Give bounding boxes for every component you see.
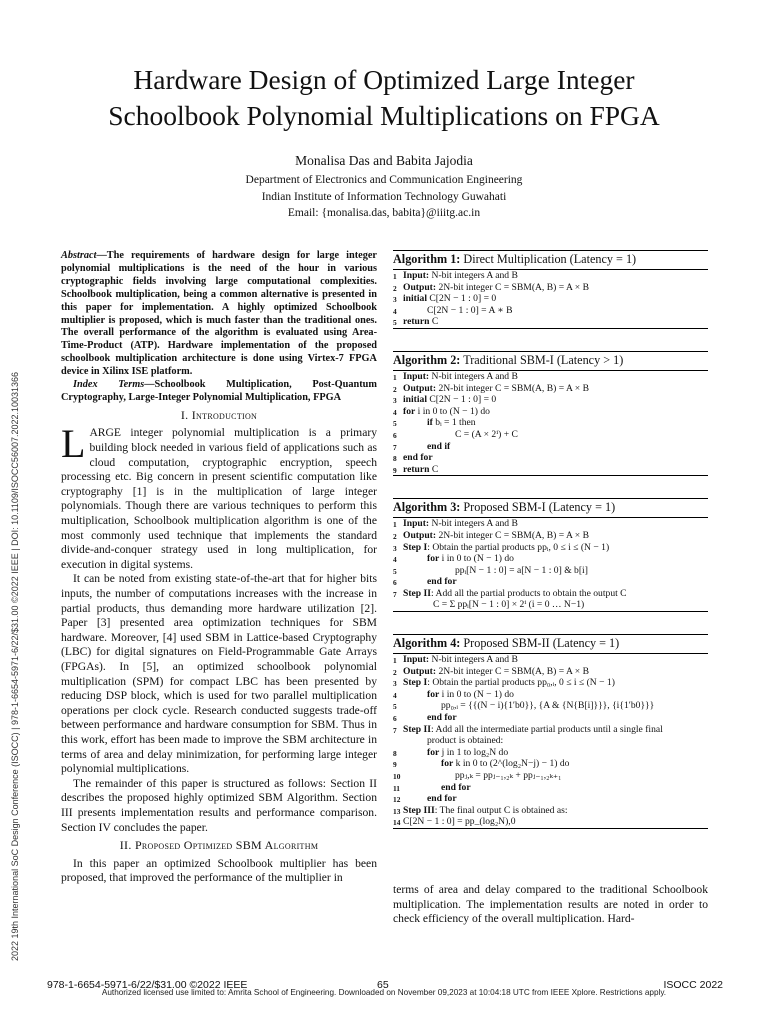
algorithm-statement: 2N-bit integer C = SBM(A, B) = A × B bbox=[436, 382, 590, 394]
algorithm-line bbox=[393, 542, 708, 554]
line-number: 8 bbox=[393, 748, 397, 758]
algorithm-line bbox=[393, 316, 708, 328]
algorithm-keyword: for bbox=[441, 758, 454, 770]
line-number: 10 bbox=[393, 772, 401, 781]
algorithm-line bbox=[393, 383, 708, 395]
algorithm-statement: 2N-bit integer C = SBM(A, B) = A × B bbox=[436, 529, 590, 541]
algorithm-line bbox=[393, 518, 708, 530]
algorithm-statement: C[2N − 1 : 0] = 0 bbox=[427, 394, 497, 406]
algorithm-line bbox=[393, 565, 708, 577]
algorithm-line bbox=[393, 588, 708, 600]
line-number: 5 bbox=[393, 566, 397, 576]
algorithm-number: Algorithm 1: bbox=[393, 252, 461, 266]
algorithm-keyword: for bbox=[427, 746, 440, 758]
algorithm-statement: N-bit integers A and B bbox=[429, 518, 518, 530]
affiliation-institute: Indian Institute of Information Technology Guwahati bbox=[261, 190, 507, 203]
algorithm-line bbox=[393, 576, 708, 588]
algorithm-keyword: Step I bbox=[403, 541, 428, 553]
algorithm-keyword: Step II bbox=[403, 723, 431, 735]
line-number: 2 bbox=[393, 531, 397, 541]
line-number: 6 bbox=[393, 578, 397, 588]
section-1-heading: I. Introduction bbox=[180, 407, 258, 422]
algorithm-statement: : Add all the intermediate partial products until a single final bbox=[431, 723, 663, 735]
algorithm-keyword: end for bbox=[441, 781, 471, 793]
algorithm-line bbox=[393, 270, 708, 282]
footer-isbn: 978-1-6654-5971-6/22/$31.00 ©2022 IEEE bbox=[47, 979, 248, 991]
algorithm-statement: C[2N − 1 : 0] = 0 bbox=[427, 293, 497, 305]
algorithm-4-header bbox=[393, 635, 708, 654]
algorithm-statement: : The final output C is obtained as: bbox=[434, 804, 568, 816]
algorithm-statement: C bbox=[429, 316, 439, 328]
algorithms-column bbox=[393, 250, 708, 851]
line-number: 4 bbox=[393, 690, 397, 700]
algorithm-statement: pp₀,ᵢ = {{(N − i){1′b0}}, {A & {N{B[i]}}}, {i{1′b0}}} bbox=[441, 700, 655, 712]
algorithm-keyword: for bbox=[427, 688, 440, 700]
algorithm-statement: C bbox=[429, 463, 439, 475]
algorithm-line bbox=[393, 816, 708, 828]
algorithm-keyword: return bbox=[403, 463, 430, 475]
algorithm-3-header bbox=[393, 499, 708, 518]
line-number: 1 bbox=[393, 272, 397, 281]
algorithm-title: Proposed SBM-II (Latency = 1) bbox=[463, 636, 620, 651]
line-number: 12 bbox=[393, 795, 401, 805]
algorithm-keyword: Input: bbox=[403, 370, 430, 382]
algorithm-statement: N-bit integers A and B bbox=[429, 654, 518, 666]
line-number: 2 bbox=[393, 283, 397, 293]
algorithm-statement: ppⱼ,ₖ = ppⱼ₋₁,₂ₖ + ppⱼ₋₁,₂ₖ₊₁ bbox=[455, 770, 562, 781]
algorithm-line bbox=[393, 747, 708, 759]
algorithm-keyword: Output: bbox=[403, 281, 437, 293]
intro-paragraph-1-text: ARGE integer polynomial multiplication is a primary building block needed in various field of applications such as cloud computation, cryptographic encryption, speech processing etc. Big concern in present scientific computation like cryptography [1] is in the multiplication of large integer polynomials. Though there are various techniques to perform this multiplication, Schoolbook multiplication algorithm is one of the most commonly used technique that implements the standard divide-and-conquer strategy used in long multiplication, for execution in digital systems. bbox=[61, 426, 377, 571]
algorithm-line bbox=[393, 758, 708, 770]
algorithm-title: Traditional SBM-I (Latency > 1) bbox=[463, 352, 624, 367]
title-line-1: Hardware Design of Optimized Large Integer bbox=[133, 64, 635, 95]
abstract-label: Abstract bbox=[61, 250, 97, 261]
line-number: 5 bbox=[393, 419, 397, 429]
algorithm-keyword: Output: bbox=[403, 382, 437, 394]
line-number: 2 bbox=[393, 384, 397, 394]
affiliation-dept: Department of Electronics and Communication Engineering bbox=[245, 174, 523, 186]
algorithm-keyword: Input: bbox=[403, 270, 430, 281]
authors: Monalisa Das and Babita Jajodia bbox=[295, 153, 473, 168]
algorithm-number: Algorithm 2: bbox=[393, 352, 461, 367]
algorithm-keyword: Step II bbox=[403, 587, 431, 599]
line-number: 3 bbox=[393, 396, 397, 406]
line-number: 1 bbox=[393, 372, 397, 382]
algorithm-statement: product is obtained: bbox=[427, 735, 504, 747]
algorithm-statement: bᵢ = 1 then bbox=[432, 417, 476, 429]
algorithm-keyword: Input: bbox=[403, 654, 430, 666]
algorithm-1-header bbox=[393, 251, 708, 270]
algorithm-statement: C[2N − 1 : 0] = A ∗ B bbox=[427, 304, 513, 316]
algorithm-statement: ppᵢ[N − 1 : 0] = a[N − 1 : 0] & b[i] bbox=[455, 564, 588, 576]
algorithm-statement: : Obtain the partial products ppᵢ, 0 ≤ i ≤ (N − 1) bbox=[427, 541, 610, 553]
algorithm-statement: k in 0 to (2^(log₂N−j) − 1) do bbox=[453, 758, 570, 770]
line-number: 3 bbox=[393, 543, 397, 553]
line-number: 2 bbox=[393, 667, 397, 677]
line-number: 9 bbox=[393, 760, 397, 770]
algorithm-line bbox=[393, 654, 708, 666]
algorithm-line bbox=[393, 417, 708, 429]
affiliation-email: Email: {monalisa.das, babita}@iiitg.ac.in bbox=[287, 207, 481, 219]
line-number: 4 bbox=[393, 555, 397, 565]
authorized-use-notice: Authorized licensed use limited to: Amrita School of Engineering. Downloaded on November 09,2023 at 10:04:18 UTC from IEEE Xplore. Restrictions apply. bbox=[101, 988, 667, 997]
algorithm-title: Direct Multiplication (Latency = 1) bbox=[463, 252, 637, 266]
algorithm-2 bbox=[393, 351, 708, 476]
algorithm-keyword: end for bbox=[427, 793, 457, 805]
algorithm-line bbox=[393, 712, 708, 724]
title-line-2: Schoolbook Polynomial Multiplications on FPGA bbox=[108, 100, 660, 131]
algorithm-line bbox=[393, 689, 708, 701]
algorithm-statement: 2N-bit integer C = SBM(A, B) = A × B bbox=[436, 665, 590, 677]
algorithm-statement: N-bit integers A and B bbox=[429, 370, 518, 382]
line-number: 7 bbox=[393, 442, 397, 452]
index-terms-label: Index Terms bbox=[73, 379, 145, 391]
algorithm-keyword: Step I bbox=[403, 677, 428, 689]
footer-page-number: 65 bbox=[377, 979, 389, 991]
algorithm-statement: : Add all the partial products to obtain the output C bbox=[431, 587, 627, 599]
section-2-paragraph-1: In this paper an optimized Schoolbook multiplier has been proposed, that improved the performance of the multiplier in bbox=[61, 856, 377, 885]
algorithm-line bbox=[393, 666, 708, 678]
line-number: 4 bbox=[393, 407, 397, 417]
algorithm-line bbox=[393, 452, 708, 464]
algorithm-statement: j in 1 to log₂N do bbox=[439, 746, 509, 758]
index-terms-text: —Schoolbook Multiplication, Post-Quantum Cryptography, Large-Integer Polynomial Multiplication, FPGA bbox=[61, 379, 377, 403]
algorithm-keyword: end if bbox=[427, 440, 451, 452]
algorithm-keyword: Step III bbox=[403, 804, 435, 816]
algorithm-line bbox=[393, 282, 708, 294]
abstract bbox=[61, 250, 377, 379]
intro-paragraph-2: It can be noted from existing state-of-the-art that for higher bits inputs, the number of computations increases with the increase in partial products, thus demanding more hardware utilization [2]. Paper [3] presented area optimization techniques for SBM hardware. Moreover, [4] used SBM in Lattice-based Cryptography (LBC) for digital signatures on Field-Programmable Gate Arrays (FPGAs). In [5], an optimized schoolbook polynomial multiplication (SPM) for compact LBC has been presented by reducing DSP block, which is used for two parallel multiplication operations per clock cycle. Research conducted suggests trade-off between performance and hardware consumption for SBM. Thus in this work, effort has been made to improve the SBM architecture in terms of area and delay minimization, for performing large integer polynomial multiplications. bbox=[61, 572, 377, 776]
algorithm-line bbox=[393, 406, 708, 418]
doi-sidebar: 2022 19th International SoC Design Conference (ISOCC) | 978-1-6654-5971-6/22/$31.00 ©2022 IEEE | DOI: 10.1109/ISOCC56007.2022.10031366 bbox=[10, 371, 20, 961]
drop-cap: L bbox=[61, 421, 86, 467]
footer-conference: ISOCC 2022 bbox=[663, 979, 723, 991]
algorithm-keyword: Input: bbox=[403, 518, 430, 530]
line-number: 1 bbox=[393, 656, 397, 666]
algorithm-4 bbox=[393, 634, 708, 829]
algorithm-line bbox=[393, 530, 708, 542]
line-number: 1 bbox=[393, 520, 397, 530]
line-number: 14 bbox=[393, 818, 401, 828]
algorithm-line bbox=[393, 735, 708, 747]
algorithm-line bbox=[393, 782, 708, 794]
algorithm-keyword: end for bbox=[427, 576, 457, 588]
algorithm-line bbox=[393, 677, 708, 689]
algorithm-title: Proposed SBM-I (Latency = 1) bbox=[463, 500, 616, 515]
affiliation bbox=[40, 172, 728, 222]
algorithm-number: Algorithm 3: bbox=[393, 500, 461, 515]
algorithm-number: Algorithm 4: bbox=[393, 636, 461, 651]
algorithm-keyword: if bbox=[427, 417, 433, 429]
algorithm-keyword: Output: bbox=[403, 665, 437, 677]
algorithm-statement: 2N-bit integer C = SBM(A, B) = A × B bbox=[436, 281, 590, 293]
algorithm-line bbox=[393, 441, 708, 453]
line-number: 5 bbox=[393, 318, 397, 328]
algorithm-line bbox=[393, 553, 708, 565]
algorithm-statement: i in 0 to (N − 1) do bbox=[439, 688, 514, 700]
line-number: 6 bbox=[393, 714, 397, 724]
intro-paragraph-3: The remainder of this paper is structured as follows: Section II describes the proposed highly optimized SBM Algorithm. Section III presents implementation results and performance comparison. Section IV concludes the paper. bbox=[61, 776, 377, 834]
line-number: 9 bbox=[393, 465, 397, 475]
algorithm-line bbox=[393, 394, 708, 406]
paper-title bbox=[40, 62, 728, 134]
algorithm-line bbox=[393, 770, 708, 782]
algorithm-1 bbox=[393, 250, 708, 329]
line-number: 3 bbox=[393, 679, 397, 689]
algorithm-keyword: return bbox=[403, 316, 430, 328]
algorithm-line bbox=[393, 700, 708, 712]
line-number: 6 bbox=[393, 430, 397, 440]
line-number: 5 bbox=[393, 702, 397, 712]
algorithm-keyword: Output: bbox=[403, 529, 437, 541]
algorithm-line bbox=[393, 305, 708, 317]
algorithm-statement: i in 0 to (N − 1) do bbox=[439, 553, 514, 565]
algorithm-keyword: for bbox=[403, 405, 416, 417]
line-number: 13 bbox=[393, 806, 401, 816]
line-number: 7 bbox=[393, 725, 397, 735]
algorithm-line bbox=[393, 805, 708, 817]
index-terms bbox=[61, 379, 377, 405]
line-number: 3 bbox=[393, 295, 397, 305]
line-number: 11 bbox=[393, 783, 400, 793]
algorithm-line bbox=[393, 429, 708, 441]
algorithm-2-header bbox=[393, 352, 708, 371]
algorithm-statement: C = (A × 2ⁱ) + C bbox=[455, 428, 518, 440]
left-column bbox=[61, 250, 377, 886]
algorithm-keyword: end for bbox=[403, 452, 433, 464]
algorithm-statement: C = Σ ppᵢ[N − 1 : 0] × 2ⁱ (i = 0 … N−1) bbox=[433, 599, 585, 611]
algorithm-statement: i in 0 to (N − 1) do bbox=[415, 405, 490, 417]
line-number: 4 bbox=[393, 306, 397, 316]
right-column-text: terms of area and delay compared to the traditional Schoolbook multiplication. The implementation results are noted in order to check efficiency of the overall multiplication. Hard- bbox=[393, 883, 708, 926]
algorithm-line bbox=[393, 371, 708, 383]
algorithm-keyword: end for bbox=[427, 712, 457, 724]
line-number: 7 bbox=[393, 589, 397, 599]
algorithm-line bbox=[393, 724, 708, 736]
algorithm-line bbox=[393, 464, 708, 476]
section-2-heading: II. Proposed Optimized SBM Algorithm bbox=[119, 838, 319, 853]
algorithm-line bbox=[393, 599, 708, 611]
algorithm-statement: : Obtain the partial products pp₀,ᵢ, 0 ≤ i ≤ (N − 1) bbox=[427, 677, 615, 689]
algorithm-statement: C[2N − 1 : 0] = pp_(log₂N),0 bbox=[403, 816, 516, 828]
algorithm-statement: N-bit integers A and B bbox=[429, 270, 518, 281]
algorithm-keyword: initial bbox=[403, 293, 427, 305]
intro-paragraph-1 bbox=[61, 421, 377, 572]
line-number: 8 bbox=[393, 454, 397, 464]
algorithm-3 bbox=[393, 498, 708, 612]
algorithm-line bbox=[393, 793, 708, 805]
algorithm-keyword: for bbox=[427, 553, 440, 565]
algorithm-keyword: initial bbox=[403, 394, 427, 406]
abstract-text: —The requirements of hardware design for large integer polynomial multiplications is the need of the hour in various cryptographic fields involving large computational complexities. Schoolbook multiplication, being a common alternative is presented in this paper for implementation. A highly optimized Schoolbook multiplier is proposed, which is much faster than the traditional ones. The overall performance of the algorithm is evaluated using Area-Time-Product (ATP). Hardware implementation of the proposed schoolbook multiplication architecture is done using Virtex-7 FPGA device in Xilinx ISE platform. bbox=[61, 250, 377, 378]
algorithm-line bbox=[393, 293, 708, 305]
